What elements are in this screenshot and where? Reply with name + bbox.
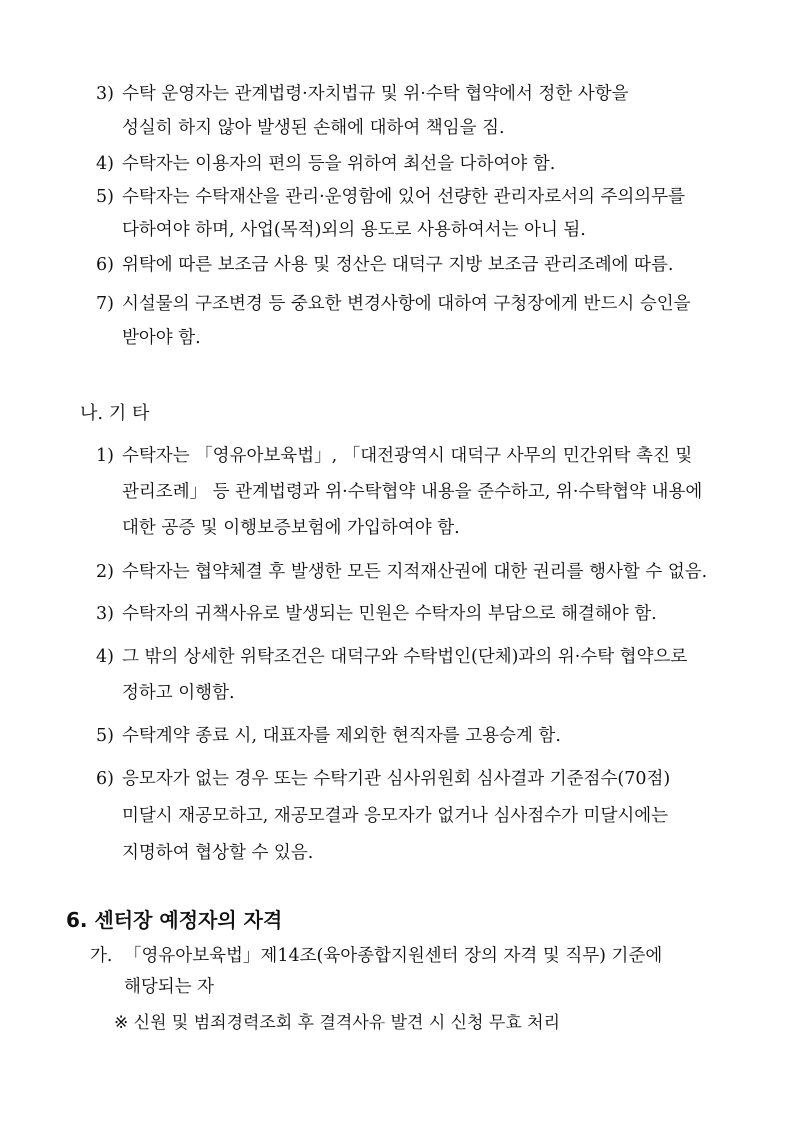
list-b-item-6-line-1: 응모자가 없는 경우 또는 수탁기관 심사위원회 심사결과 기준점수(70점) bbox=[122, 769, 671, 789]
list-b-item-3-number: 3) bbox=[96, 604, 114, 624]
list-b-item-6-line-2: 미달시 재공모하고, 재공모결과 응모자가 없거나 심사점수가 미달시에는 bbox=[122, 806, 669, 826]
list-item-3-line-2: 성실히 하지 않아 발생된 손해에 대하여 책임을 짐. bbox=[122, 118, 505, 138]
list-b-item-1-line-1: 수탁자는 「영유아보육법」, 「대전광역시 대덕구 사무의 민간위탁 촉진 및 bbox=[122, 446, 693, 466]
list-b-item-1-line-2: 관리조례」 등 관계법령과 위·수탁협약 내용을 준수하고, 위·수탁협약 내용에 bbox=[122, 482, 703, 502]
section-6-heading: 6. 센터장 예정자의 자격 bbox=[66, 908, 283, 932]
section-6-item-ga-line-1: 「영유아보육법」제14조(육아종합지원센터 장의 자격 및 직무) 기준에 bbox=[124, 946, 663, 966]
list-item-3-line-1: 수탁 운영자는 관계법령·자치법규 및 위·수탁 협약에서 정한 사항을 bbox=[122, 84, 629, 104]
list-item-3-number: 3) bbox=[96, 84, 114, 104]
section-6-item-ga-line-2: 해당되는 자 bbox=[124, 977, 215, 997]
list-item-5-line-2: 다하여야 하며, 사업(목적)외의 용도로 사용하여서는 아니 됨. bbox=[122, 220, 586, 240]
list-b-item-5-line-1: 수탁계약 종료 시, 대표자를 제외한 현직자를 고용승계 함. bbox=[122, 726, 561, 746]
list-b-item-6-line-3: 지명하여 협상할 수 있음. bbox=[122, 843, 314, 863]
list-b-item-1-number: 1) bbox=[96, 446, 114, 466]
section-6-item-ga-number: 가. bbox=[90, 946, 113, 966]
list-b-item-1-line-3: 대한 공증 및 이행보증보험에 가입하여야 함. bbox=[122, 518, 460, 538]
list-b-item-4-line-2: 정하고 이행함. bbox=[122, 683, 235, 703]
list-item-4-number: 4) bbox=[96, 154, 114, 174]
list-item-7-line-2: 받아야 함. bbox=[122, 328, 201, 348]
section-6-note: ※ 신원 및 범죄경력조회 후 결격사유 발견 시 신청 무효 처리 bbox=[114, 1013, 560, 1033]
list-b-item-4-number: 4) bbox=[96, 647, 114, 667]
list-b-item-2-number: 2) bbox=[96, 562, 114, 582]
list-item-5-number: 5) bbox=[96, 187, 114, 207]
list-item-7-line-1: 시설물의 구조변경 등 중요한 변경사항에 대하여 구청장에게 반드시 승인을 bbox=[122, 294, 691, 314]
list-item-4-line-1: 수탁자는 이용자의 편의 등을 위하여 최선을 다하여야 함. bbox=[122, 154, 556, 174]
list-b-item-3-line-1: 수탁자의 귀책사유로 발생되는 민원은 수탁자의 부담으로 해결해야 함. bbox=[122, 604, 657, 624]
list-b-item-2-line-1: 수탁자는 협약체결 후 발생한 모든 지적재산권에 대한 권리를 행사할 수 없음. bbox=[122, 562, 708, 582]
list-item-6-line-1: 위탁에 따른 보조금 사용 및 정산은 대덕구 지방 보조금 관리조례에 따름. bbox=[122, 255, 674, 275]
list-b-item-4-line-1: 그 밖의 상세한 위탁조건은 대덕구와 수탁법인(단체)과의 위·수탁 협약으로 bbox=[122, 647, 688, 667]
list-b-item-6-number: 6) bbox=[96, 769, 114, 789]
list-item-7-number: 7) bbox=[96, 294, 114, 314]
section-na-title: 나. 기 타 bbox=[80, 403, 150, 424]
list-b-item-5-number: 5) bbox=[96, 726, 114, 746]
list-item-6-number: 6) bbox=[96, 255, 114, 275]
list-item-5-line-1: 수탁자는 수탁재산을 관리·운영함에 있어 선량한 관리자로서의 주의의무를 bbox=[122, 187, 685, 207]
